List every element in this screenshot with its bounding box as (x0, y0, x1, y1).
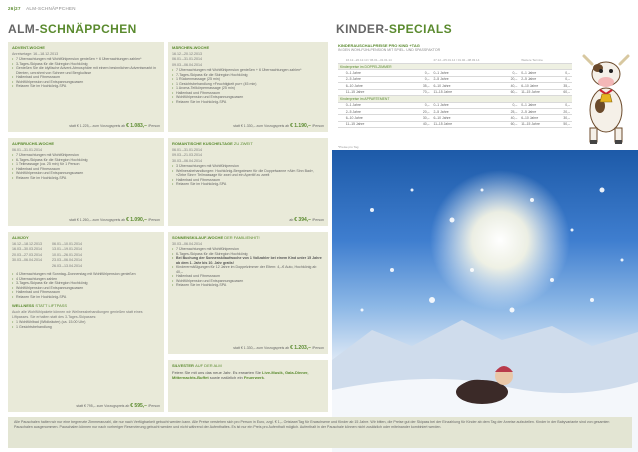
table-cell: 0–1 Jahre (519, 70, 556, 76)
silvester-box (168, 360, 328, 412)
list-item: • 1 Gesichtsbehandlung (12, 325, 160, 329)
price-unit: /Person (147, 403, 160, 408)
table-cell: 2–5 Jahre (519, 76, 556, 82)
title-main: ROMANTISCHE KUSCHELTAGE (172, 141, 233, 146)
list-item: • 3 Übernachtungen mit Wohlfühlpension (172, 164, 324, 168)
date-entry: 26.03.–13.04.2014 (51, 263, 82, 268)
table-cell: 0–1 Jahre (432, 102, 504, 108)
date-entry: 20.03.–27.03.2014 (12, 252, 42, 257)
feature-list (172, 164, 324, 186)
list-item: • 6-Tages-Skipass für die Skiregion Hochkönig (172, 252, 324, 256)
box-date-3: 09.03.–06.04.2014 (172, 62, 202, 67)
date-columns (12, 242, 160, 269)
date-entry: 30.03.–06.04.2014 (12, 258, 42, 263)
cow-mascot-icon (578, 48, 634, 148)
table-cell: 0,– (557, 70, 572, 76)
list-item: • Relaxen Sie im Hochkönig-SPA (172, 100, 324, 104)
box-dates: 30.03.–06.04.2014 (172, 242, 202, 246)
table-cell: 11–15 Jahre (519, 89, 556, 95)
list-item: • 7-Tages-Skipass für die Skiregion Hochkönig (172, 73, 324, 77)
list-item: • Hallenbad und Fitnessraum (172, 274, 324, 278)
table-cell: 11–15 Jahre (344, 89, 416, 95)
page-number: 26|27 (8, 6, 21, 11)
box-date-2: 09.03.–21.03.2014 (172, 153, 202, 158)
price-note: statt € 1.260,– zum Vorzugspreis ab (69, 217, 126, 222)
box-title: AUFBRUCHS-WOCHE (12, 141, 54, 146)
box-date-2: 06.01.–31.01.2014 (172, 57, 202, 62)
table-cell: 20,– (416, 109, 431, 115)
list-item: • 4 Übernachtungen mit Sonntag–Donnerstag mit Wohlfühlpension genießen (12, 272, 160, 276)
sonnenskilauf-box (168, 232, 328, 354)
section-label: Kinderpreise im DOPPELZIMMER (338, 63, 572, 69)
table-cell: 20,– (504, 76, 519, 82)
table-cell: 40,– (504, 115, 519, 121)
list-item: • 7 Übernachtungen mit Wohlfühlpension (12, 153, 160, 157)
date-entry: 13.01.–19.01.2014 (51, 247, 82, 252)
text-part: sowie natürlich ein (208, 375, 244, 380)
feature-list (172, 247, 324, 287)
table-cell: 2–5 Jahre (519, 109, 556, 115)
box-title (172, 363, 324, 368)
list-item: • Relaxen Sie im Hochkönig-SPA (12, 84, 160, 88)
maerchen-week-box (168, 42, 328, 132)
list-item: • 3-Tages-Skipass für die Skiregion Hochkönig (12, 62, 160, 66)
table-header-cell: 27.12.–05.01.14 / 01.02.–08.03.14 (432, 58, 504, 63)
list-item: • Wohlfühlpension und Entspannungsoasen (172, 279, 324, 283)
price-line (233, 123, 324, 129)
list-item: • Hallenbad und Fitnessraum (172, 178, 324, 182)
box-title (172, 235, 324, 240)
text-bold: Feuerwerk (243, 375, 264, 380)
title-main: SONNENSKILAUF-WOCHE (172, 235, 224, 240)
feature-list (12, 153, 160, 180)
list-item: • 4 Übernachtungen zahlen (12, 277, 160, 281)
price-value: € 1.203,– (290, 344, 311, 351)
table-cell: 6–10 Jahre (519, 83, 556, 89)
title-main: SILVESTER (172, 363, 194, 368)
price-note: ab (289, 217, 294, 222)
table-cell: 35,– (416, 83, 431, 89)
table-cell: 2–5 Jahre (432, 109, 504, 115)
list-item: • Bei Buchung der Sonnenskilaufwoche von 1 Vollzahler bei einem Kind unter 15 Jahre ab dem 1. Jahr bis 10. Jahr gratis! (172, 256, 324, 265)
box-date-1: 16.12.–20.12.2013 (172, 52, 202, 56)
price-note: statt € 1.330,– zum Vorzugspreis ab (233, 123, 290, 128)
wellness-text: Auch alle Wohlfühlpakete können wir Wellnessbehandlungen genießen statt eines Liftpasses. Sie erhalten statt des 3-Tages-Skipasses: (12, 310, 143, 319)
feature-list (172, 68, 324, 104)
date-entry: 10.01.–26.01.2014 (51, 252, 82, 257)
price-line (76, 403, 160, 409)
table-cell: 30,– (416, 115, 431, 121)
table-cell: 60,– (504, 89, 519, 95)
title-suffix: DER FAMILIENHIT! (224, 235, 260, 240)
price-line (69, 217, 160, 223)
list-item: • 7 Übernachtungen mit Wohlfühlpension genießen + 6 Übernachtungen zahlen* (12, 57, 160, 61)
table-cell: 6–10 Jahre (344, 115, 416, 121)
table-cell: 0–1 Jahre (344, 70, 416, 76)
page-header (8, 6, 76, 12)
text-bold: Live-Musik, Gala-Dinner, Mitternachts-Buffet (172, 370, 309, 380)
almjoy-box (8, 232, 164, 412)
title-suffix: STATT LIFTPASS (35, 303, 68, 309)
romantik-box (168, 138, 328, 226)
table-cell: 0,– (504, 102, 519, 108)
table-row (338, 121, 572, 127)
table-cell: 0,– (416, 76, 431, 82)
table-cell: 40,– (504, 83, 519, 89)
table-cell: 30,– (557, 115, 572, 121)
list-item: • Wohlfühlpension und Entspannungsoasen (12, 286, 160, 290)
list-item: • Relaxen Sie im Hochkönig-SPA (172, 182, 324, 186)
price-value: € 595,– (130, 402, 147, 409)
wellness-title (12, 303, 160, 308)
price-note: statt € 1.225,– zum Vorzugspreis ab (69, 123, 126, 128)
table-cell: 40,– (416, 121, 431, 127)
date-entry: 06.01.–10.01.2014 (51, 242, 82, 246)
box-title: ADVENT-WOCHE (12, 45, 45, 50)
list-item: • Wohlfühlpension und Entspannungsoasen (12, 171, 160, 175)
text-part: Feiern Sie mit uns das neue Jahr. Es erwarten Sie (172, 370, 263, 375)
table-cell: 11–15 Jahre (519, 121, 556, 127)
list-item: • Genießen Sie die idyllische Advent-Atmosphäre mit einem besinnlichen Adventsmarkt in Dienten, umrahmt von Schnee und Bergkulisse (12, 66, 160, 75)
wellness-list (12, 320, 160, 329)
list-item: • 1 Aroma-Teilkörpermassage (25 min) (172, 86, 324, 90)
price-line (233, 345, 324, 351)
table-cell: 0–1 Jahre (432, 70, 504, 76)
box-title: MÄRCHEN-WOCHE (172, 45, 210, 50)
box-title (172, 141, 324, 146)
silvester-text (172, 370, 324, 380)
list-item: • Hallenbad und Fitnessraum (12, 75, 160, 79)
aufbruch-week-box (8, 138, 164, 226)
date-entry: 23.03.–06.04.2014 (51, 258, 82, 263)
table-header-cell: 16.12.–20.12.13 / 06.01.–31.01.14 (344, 58, 416, 63)
list-item: • 7 Übernachtungen mit Wohlfühlpension genießen + 6 Übernachtungen zahlen* (172, 68, 324, 72)
table-cell: 2–5 Jahre (344, 109, 416, 115)
kinder-header (338, 43, 572, 52)
list-item: • 7 Übernachtungen mit Wohlfühlpension (172, 247, 324, 251)
list-item: • Kinderermäßigungen für 12 Jahre im Doppelzimmer der Eltern: 4,–€ Auto, Hochkönig ab 40,– (172, 265, 324, 274)
kinder-footnote: *Preise pro Tag (338, 145, 359, 149)
table-cell: 50,– (557, 121, 572, 127)
price-value: € 1.190,– (290, 122, 311, 129)
list-item: • Wellnessbehandlungen: Hochkönig-Bergwiesen für die Doppelwanne »Alm Sinn Bad«, »Zirbe Sinn« Teilmassage für zwei und ein Aperitif zu zweit (172, 169, 324, 178)
list-item: • Wohlfühlpension und Entspannungsoasen (172, 95, 324, 99)
kinder-subtitle: IN DEN WOHLFÜHLPENSION MIT SPIEL- UND SPASSFAKTOR (338, 48, 441, 52)
advent-week-box (8, 42, 164, 132)
date-entry: 16.03.–30.03.2014 (12, 247, 42, 252)
title-suffix: AUF DER ALM (195, 363, 222, 368)
price-unit: /Person (147, 123, 160, 128)
title-part-1: KINDER- (336, 22, 389, 36)
dates-left (12, 242, 42, 269)
left-page-title (8, 22, 137, 37)
list-item: • Hallenbad und Fitnessraum (12, 167, 160, 171)
table-cell: 6–10 Jahre (519, 115, 556, 121)
table-cell: 6–10 Jahre (344, 83, 416, 89)
section-label: ALM-SCHNÄPPCHEN (26, 6, 76, 11)
snow-play-photo (332, 150, 638, 452)
title-suffix: ZU ZWEIT (233, 141, 253, 146)
list-item: • 1 Gesichtsbehandlung »Feuchtigkeit pur« (45 min) (172, 82, 324, 86)
table-cell: 60,– (557, 89, 572, 95)
price-unit: /Person (311, 123, 324, 128)
kinder-title: KINDERAUSCHALPREISE PRO KIND +TAG (338, 43, 420, 48)
list-item: • 1 Wohlfühlbad (Wildkräuter) (ca. 15.00 Uhr) (12, 320, 160, 324)
box-dates: 06.01.–31.01.2014 (12, 148, 42, 152)
list-item: • Relaxen Sie im Hochkönig-SPA (12, 295, 160, 299)
table-cell: 2–5 Jahre (344, 76, 416, 82)
title-part-2: SPECIALS (388, 22, 453, 36)
list-item: • 1 Rückenmassage (25 min) (172, 77, 324, 81)
list-item: • Relaxen Sie im Hochkönig-SPA (12, 176, 160, 180)
table-cell: 0–1 Jahre (519, 102, 556, 108)
table-cell: 6–10 Jahre (432, 83, 504, 89)
box-title: ALMJOY (12, 235, 29, 240)
table-cell: 0,– (504, 70, 519, 76)
kinder-price-table (338, 58, 572, 128)
feature-list (12, 272, 160, 299)
box-date-3: 30.03.–06.04.2014 (172, 158, 202, 163)
table-cell: 6–10 Jahre (432, 115, 504, 121)
table-cell: 35,– (557, 83, 572, 89)
section-label: Kinderpreise im APPARTEMENT (338, 96, 572, 102)
list-item: • Relaxen Sie im Hochkönig-SPA (172, 283, 324, 287)
price-line (289, 217, 324, 223)
text-part: . (263, 375, 265, 380)
price-unit: /Person (147, 217, 160, 222)
price-value: € 1.090,– (126, 216, 147, 223)
price-value: € 394,– (294, 216, 311, 223)
price-note: statt € 795,– zum Vorzugspreis ab (76, 403, 130, 408)
list-item: • 3-Tages-Skipass für die Skiregion Hochkönig (12, 281, 160, 285)
date-entry: 16.12.–18.12.2013 (12, 242, 42, 246)
table-cell: 0,– (557, 76, 572, 82)
list-item: • Hallenbad und Fitnessraum (172, 91, 324, 95)
table-cell: 0,– (416, 70, 431, 76)
title-main: WELLNESS (12, 303, 35, 309)
table-cell: 25,– (504, 109, 519, 115)
price-line (69, 123, 160, 129)
table-cell: 11–15 Jahre (432, 121, 504, 127)
price-unit: /Person (311, 345, 324, 350)
table-cell: 0–1 Jahre (344, 102, 416, 108)
list-item: • Wohlfühlpension und Entspannungsoasen (12, 80, 160, 84)
title-part-1: ALM- (8, 22, 40, 36)
table-cell: 0,– (557, 102, 572, 108)
list-item: • 1 Teilmassage (ca. 25 min) für 1 Person (12, 162, 160, 166)
table-cell: 60,– (504, 121, 519, 127)
table-cell: 0,– (416, 102, 431, 108)
dates-right (52, 242, 82, 269)
table-cell: 2–5 Jahre (432, 76, 504, 82)
list-item: • Hallenbad und Fitnessraum (12, 290, 160, 294)
table-cell: 11–15 Jahre (432, 89, 504, 95)
price-unit: /Person (311, 217, 324, 222)
list-item: • 6-Tages-Skipass für die Skiregion Hochkönig (12, 158, 160, 162)
price-value: € 1.083,– (126, 122, 147, 129)
box-date-1: 06.01.–31.01.2014 (172, 148, 202, 152)
feature-list (12, 57, 160, 88)
table-cell: 70,– (416, 89, 431, 95)
footer-terms: Alle Pauschalen halten wir nur eine begrenzte Zimmeranzahl, die nur nach Verfügbarkeit gebucht werden kann. Alle Preise verstehen sich pro Person in Euro, zzgl. € 1,– Ortstaxe/Tag für Erwachsene und Kinder ab 15 Jahre. Wir bitten, die Preise gut der Skipass bei der Einzahlung für Kinder ab dem Tag der Anreise aufzuteilen. Kinder in der Babyvariante sind von gesamten Pauschalen ausgenommen. Pauschalen können nur nach vorheriger Reservierung gebucht werden und nicht während der Aufenthaltes. Es ist nur ein Preis pro Aufenthalt möglich. Aufenthalt in der Pauschale können nicht zusätzlich oder miteinander kombiniert werden. (8, 417, 632, 448)
table-cell: 11–15 Jahre (344, 121, 416, 127)
right-page-title (336, 22, 452, 37)
title-part-2: SCHNÄPPCHEN (39, 22, 137, 36)
table-header-cell: Weitere Termine (519, 58, 556, 63)
box-dates: Anreisetage: 16.–18.12.2013 (12, 52, 59, 56)
price-note: statt € 1.330,– zum Vorzugspreis ab (233, 345, 290, 350)
table-cell: 20,– (557, 109, 572, 115)
